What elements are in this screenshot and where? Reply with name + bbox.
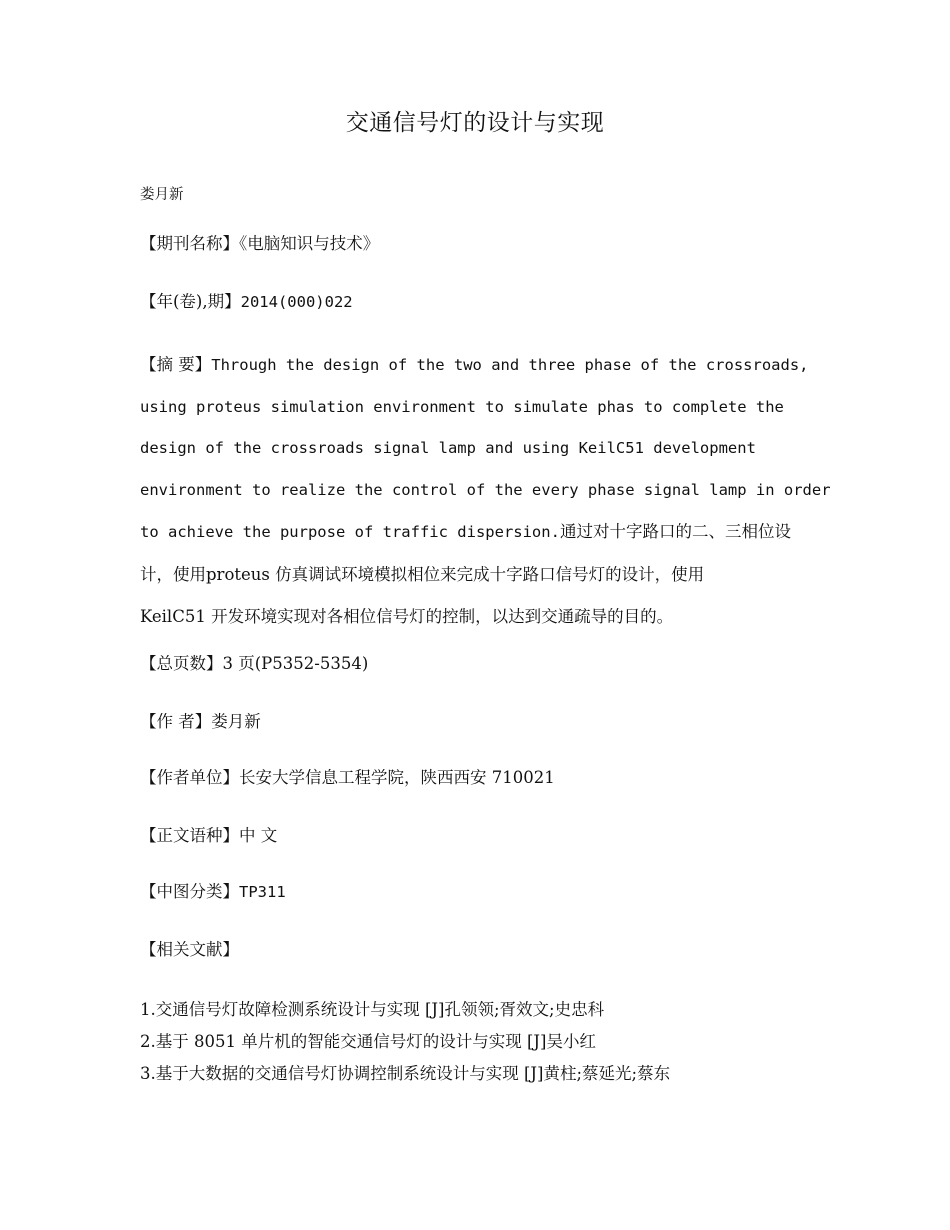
abstract-line-4: environment to realize the control of the every phase signal lamp in order [140,480,831,499]
abstract-text-en-5: to achieve the purpose of traffic dispersion. [140,523,560,542]
author-line: 娄月新 [140,187,184,203]
abstract-line-3: design of the crossroads signal lamp and using KeilC51 development [140,439,756,458]
pages-label: 【总页数】 [140,654,223,673]
affiliation-label: 【作者单位】 [140,768,239,787]
journal-field [140,232,379,256]
year-issue-label: 【年(卷),期】 [140,292,241,311]
authors-label: 【作 者】 [140,712,212,731]
reference-item[interactable]: 2.基于 8051 单片机的智能交通信号灯的设计与实现 [J]吴小红 [140,1032,596,1051]
abstract-text-en-1: Through the design of the two and three phase of the crossroads, [211,356,809,374]
affiliation-field [140,766,555,790]
year-issue-field [140,290,353,314]
affiliation-value: 长安大学信息工程学院，陕西西安 710021 [239,768,555,787]
reference-item[interactable]: 1.交通信号灯故障检测系统设计与实现 [J]孔领领;胥效文;史忠科 [140,1000,605,1019]
related-label: 【相关文献】 [140,940,239,959]
abstract-line-7: KeilC51 开发环境实现对各相位信号灯的控制，以达到交通疏导的目的。 [140,606,674,626]
related-field [140,938,239,962]
reference-item[interactable]: 3.基于大数据的交通信号灯协调控制系统设计与实现 [J]黄柱;蔡延光;蔡东 [140,1064,671,1083]
year-issue-value: 2014(000)022 [240,293,353,311]
abstract-line-2: using proteus simulation environment to simulate phas to complete the [140,397,784,416]
classification-value: TP311 [239,883,286,901]
authors-field [140,710,261,734]
reference-list [140,994,670,1090]
classification-label: 【中图分类】 [140,882,239,901]
journal-value: 《电脑知识与技术》 [239,234,380,253]
abstract-label: 【摘 要】 [140,355,212,374]
abstract-text-zh-5: 通过对十字路口的二、三相位设 [559,522,791,542]
language-field [140,824,277,848]
classification-field [140,880,286,904]
abstract-line-6: 计，使用proteus 仿真调试环境模拟相位来完成十字路口信号灯的设计，使用 [140,564,705,584]
document-title: 交通信号灯的设计与实现 [345,110,605,136]
language-label: 【正文语种】 [140,826,239,845]
authors-value: 娄月新 [211,712,261,731]
language-value: 中 文 [239,826,278,845]
abstract-block [140,344,840,637]
journal-label: 【期刊名称】 [140,234,239,253]
pages-value: 3 页(P5352-5354) [222,654,369,673]
abstract-line-1 [140,344,840,387]
pages-field [140,652,368,676]
abstract-line-5 [140,511,840,554]
